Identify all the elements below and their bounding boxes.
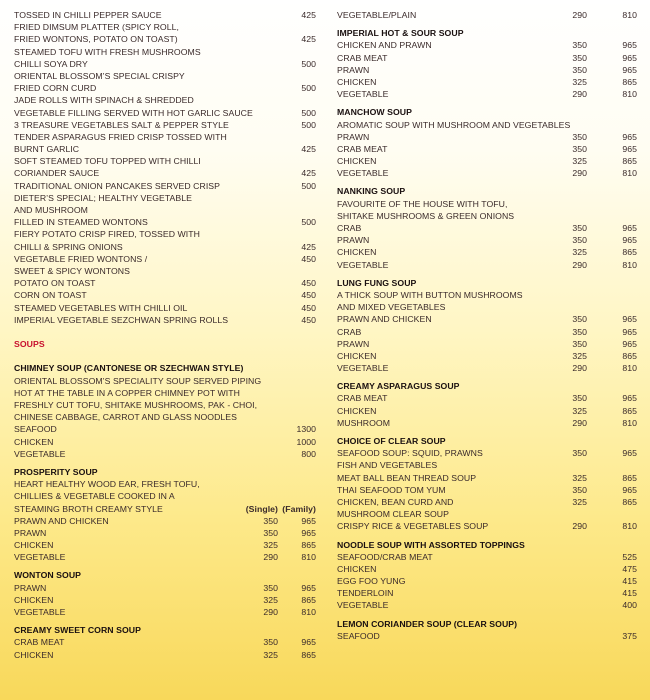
item-name: CRAB MEAT [337, 52, 388, 63]
price: 865 [622, 156, 637, 167]
item-name: PRAWN [14, 527, 47, 538]
price-single: 325 [572, 76, 587, 87]
menu-item-row [337, 289, 637, 301]
price-single: 290 [572, 10, 587, 20]
price: 425 [301, 168, 316, 179]
menu-item-row [14, 289, 316, 301]
menu-item-row [14, 119, 316, 131]
price: 965 [622, 393, 637, 404]
price: 965 [301, 637, 316, 648]
menu-item-row [14, 107, 316, 119]
menu-item-row [14, 167, 316, 179]
price-single: 350 [572, 235, 587, 246]
price-single: 350 [572, 52, 587, 63]
price-single: 290 [263, 552, 278, 563]
menu-item-row [14, 387, 316, 399]
menu-item-row [14, 448, 316, 460]
menu-heading [14, 362, 316, 374]
item-name: FISH AND VEGETABLES [337, 460, 438, 471]
menu-item-row [337, 313, 637, 325]
price: 375 [622, 630, 637, 641]
menu-item-row [14, 594, 316, 606]
price: 865 [622, 496, 637, 507]
item-name: CRISPY RICE & VEGETABLES SOUP [337, 521, 489, 532]
menu-item-row [14, 82, 316, 94]
price-single: 325 [572, 405, 587, 416]
item-name: SEAFOOD/CRAB MEAT [337, 551, 433, 562]
price-single: 350 [572, 393, 587, 404]
item-name: CRAB MEAT [14, 637, 65, 648]
menu-item-row [14, 192, 316, 204]
menu-item-row [14, 302, 316, 314]
item-name: CHILLIES & VEGETABLE COOKED IN A [14, 491, 175, 502]
price-single: 350 [263, 527, 278, 538]
item-name: PRAWN [337, 64, 370, 75]
family-label: (Family) [282, 503, 316, 514]
price-single: 325 [572, 156, 587, 167]
price-single: 290 [572, 168, 587, 179]
price-single: 290 [572, 417, 587, 428]
price: 810 [622, 259, 637, 270]
item-name: CHILLI SOYA DRY [14, 58, 88, 69]
price: 425 [301, 241, 316, 252]
menu-item-row [14, 515, 316, 527]
menu-item-row [14, 155, 316, 167]
item-name: CHICKEN [337, 405, 377, 416]
menu-item-row [14, 527, 316, 539]
price-single: 350 [572, 64, 587, 75]
menu-item-row [14, 204, 316, 216]
price: 1300 [296, 424, 316, 435]
menu-item-row [337, 459, 637, 471]
item-name: CHICKEN [337, 76, 377, 87]
price: 965 [622, 314, 637, 325]
price: 500 [301, 58, 316, 69]
price-single: 325 [263, 540, 278, 551]
price: 810 [622, 168, 637, 179]
price-single: 350 [572, 326, 587, 337]
item-name: MEAT BALL BEAN THREAD SOUP [337, 472, 477, 483]
price-single: 325 [572, 496, 587, 507]
menu-item-row [337, 210, 637, 222]
menu-heading [337, 106, 637, 118]
section-title [14, 338, 316, 350]
item-name: VEGETABLE [337, 600, 389, 611]
menu-item-row [14, 399, 316, 411]
price: 810 [301, 607, 316, 617]
price-single: 325 [263, 649, 278, 660]
price: 965 [622, 326, 637, 337]
price-single: 350 [572, 131, 587, 142]
item-name: VEGETABLE FRIED WONTONS / [14, 253, 148, 264]
price: 965 [622, 338, 637, 349]
price-single: 290 [572, 363, 587, 374]
item-name: IMPERIAL VEGETABLE SEZCHWAN SPRING ROLLS [14, 314, 229, 325]
menu-item-row [14, 423, 316, 435]
item-name: CHICKEN [14, 436, 54, 447]
menu-item-row [337, 447, 637, 459]
price: 865 [622, 405, 637, 416]
menu-item-row [337, 88, 637, 100]
price: 965 [301, 527, 316, 538]
price-single: 290 [263, 607, 278, 617]
menu-item-row [337, 417, 637, 429]
menu-item-row [14, 636, 316, 648]
menu-item-row [337, 551, 637, 563]
item-name: STEAMED VEGETABLES WITH CHILLI OIL [14, 302, 188, 313]
menu-item-row [337, 326, 637, 338]
item-name: CHICKEN [14, 594, 54, 605]
menu-item-row [14, 9, 316, 21]
item-name: VEGETABLE [14, 552, 66, 563]
price: 500 [301, 217, 316, 228]
menu-item-row [14, 539, 316, 551]
menu-item-row [14, 551, 316, 563]
menu-item-row [14, 478, 316, 490]
heading-text: PROSPERITY SOUP [14, 466, 98, 477]
item-name: SHITAKE MUSHROOMS & GREEN ONIONS [337, 210, 515, 221]
menu-item-row [337, 9, 637, 21]
price: 500 [301, 83, 316, 94]
menu-item-row [337, 167, 637, 179]
price: 475 [622, 563, 637, 574]
price: 965 [622, 235, 637, 246]
menu-heading [337, 435, 637, 447]
menu-item-row [337, 563, 637, 575]
price: 425 [301, 144, 316, 155]
item-name: FAVOURITE OF THE HOUSE WITH TOFU, [337, 198, 508, 209]
item-name: VEGETABLE [337, 363, 389, 374]
price: 865 [301, 594, 316, 605]
price: 965 [622, 448, 637, 459]
menu-item-row [337, 587, 637, 599]
item-name: CHINESE CABBAGE, CARROT AND GLASS NOODLES [14, 412, 237, 423]
price-single: 350 [263, 637, 278, 648]
menu-item-row [14, 94, 316, 106]
menu-item-row [14, 253, 316, 265]
heading-text: LUNG FUNG SOUP [337, 277, 417, 288]
spacer [14, 326, 316, 338]
price: 500 [301, 107, 316, 118]
menu-heading [337, 185, 637, 197]
menu-item-row [14, 582, 316, 594]
price-single: 350 [263, 582, 278, 593]
menu-item-row [14, 228, 316, 240]
menu-item-row [14, 143, 316, 155]
item-name: PRAWN [337, 131, 370, 142]
price: 965 [622, 131, 637, 142]
heading-text: MANCHOW SOUP [337, 107, 412, 118]
price: 450 [301, 290, 316, 301]
price: 400 [622, 600, 637, 611]
price: 500 [301, 180, 316, 191]
menu-item-row [337, 198, 637, 210]
spacer [14, 350, 316, 362]
item-name: THAI SEAFOOD TOM YUM [337, 484, 446, 495]
price: 965 [301, 515, 316, 526]
menu-item-row [337, 119, 637, 131]
price: 865 [622, 472, 637, 483]
item-name: PRAWN [337, 338, 370, 349]
heading-text: CREAMY ASPARAGUS SOUP [337, 381, 460, 392]
price-single: 350 [263, 515, 278, 526]
item-name: PRAWN [337, 235, 370, 246]
price: 810 [622, 417, 637, 428]
price: 865 [622, 76, 637, 87]
item-name: CORIANDER SAUCE [14, 168, 100, 179]
item-name: TRADITIONAL ONION PANCAKES SERVED CRISP [14, 180, 220, 191]
menu-item-row [337, 143, 637, 155]
item-name: CRAB MEAT [337, 143, 388, 154]
menu-item-row [337, 301, 637, 313]
item-name: HEART HEALTHY WOOD EAR, FRESH TOFU, [14, 479, 200, 490]
item-name: 3 TREASURE VEGETABLES SALT & PEPPER STYLE [14, 119, 229, 130]
price: 450 [301, 314, 316, 325]
menu-item-row [337, 131, 637, 143]
item-name: CRAB MEAT [337, 393, 388, 404]
item-name: SEAFOOD [14, 424, 57, 435]
heading-text: CHOICE OF CLEAR SOUP [337, 436, 446, 446]
menu-item-row [337, 222, 637, 234]
menu-item-row [14, 411, 316, 423]
item-name: STEAMED TOFU WITH FRESH MUSHROOMS [14, 46, 201, 57]
item-name: PRAWN AND CHICKEN [14, 515, 109, 526]
item-name: CHICKEN [337, 563, 377, 574]
item-name: CHICKEN [337, 350, 377, 361]
item-name: PRAWN AND CHICKEN [337, 314, 432, 325]
item-name: VEGETABLE FILLING SERVED WITH HOT GARLIC SAUCE [14, 107, 253, 118]
menu-item-row [337, 362, 637, 374]
menu-item-row [337, 234, 637, 246]
price: 810 [622, 10, 637, 20]
price-single: 325 [572, 247, 587, 258]
price-single: 325 [572, 472, 587, 483]
item-name: EGG FOO YUNG [337, 576, 406, 587]
item-name: BURNT GARLIC [14, 144, 80, 155]
item-name: CRAB [337, 326, 362, 337]
price: 965 [622, 64, 637, 75]
menu-heading [337, 539, 637, 551]
menu-item-row [14, 490, 316, 502]
item-name: VEGETABLE/PLAIN [337, 10, 417, 20]
single-label: (Single) [245, 503, 278, 514]
price: 500 [301, 119, 316, 130]
price: 965 [622, 40, 637, 51]
price-single: 350 [572, 484, 587, 495]
menu-item-row [337, 599, 637, 611]
item-name: SEAFOOD [337, 630, 380, 641]
price: 415 [622, 576, 637, 587]
menu-item-row [14, 241, 316, 253]
price: 810 [622, 89, 637, 100]
item-name: VEGETABLE [14, 448, 66, 459]
menu-heading [14, 569, 316, 581]
section-text: SOUPS [14, 339, 45, 350]
menu-heading [337, 27, 637, 39]
price: 965 [622, 52, 637, 63]
menu-heading [337, 380, 637, 392]
price-single: 350 [572, 314, 587, 325]
item-name: FIERY POTATO CRISP FIRED, TOSSED WITH [14, 229, 200, 240]
price: 865 [301, 540, 316, 551]
item-name: SEAFOOD SOUP: SQUID, PRAWNS [337, 448, 483, 459]
item-name: CHICKEN AND PRAWN [337, 40, 432, 51]
menu-item-row [14, 21, 316, 33]
price: 800 [301, 448, 316, 459]
heading-text: IMPERIAL HOT & SOUR SOUP [337, 28, 464, 39]
item-name: CHICKEN, BEAN CURD AND [337, 496, 454, 507]
price-single: 350 [572, 338, 587, 349]
price: 810 [622, 363, 637, 374]
menu-item-row [337, 259, 637, 271]
menu-item-row [337, 52, 637, 64]
menu-heading [14, 624, 316, 636]
menu-item-row [337, 350, 637, 362]
menu-item-row [337, 575, 637, 587]
menu-item-row [337, 630, 637, 642]
menu-item-row [14, 375, 316, 387]
menu-item-row [14, 33, 316, 45]
menu-item-row [14, 436, 316, 448]
item-name: FRIED DIMSUM PLATTER (SPICY ROLL, [14, 22, 179, 33]
menu-left-column [14, 9, 316, 661]
menu-item-row [337, 496, 637, 508]
menu-item-row [337, 155, 637, 167]
menu-item-row [14, 180, 316, 192]
menu-item-row [14, 265, 316, 277]
menu-item-row [337, 76, 637, 88]
price-single: 325 [263, 594, 278, 605]
item-name: VEGETABLE [337, 89, 389, 100]
item-name: SOFT STEAMED TOFU TOPPED WITH CHILLI [14, 156, 201, 167]
item-name: AND MUSHROOM [14, 205, 88, 215]
item-name: HOT AT THE TABLE IN A COPPER CHIMNEY POT WITH [14, 387, 240, 398]
menu-item-row [337, 405, 637, 417]
item-name: TOSSED IN CHILLI PEPPER SAUCE [14, 10, 162, 20]
item-name: ORIENTAL BLOSSOM’S SPECIALITY SOUP SERVED PIPING [14, 375, 262, 386]
item-name: VEGETABLE [337, 168, 389, 179]
item-name: FRESHLY CUT TOFU, SHITAKE MUSHROOMS, PAK - CHOI, [14, 400, 258, 410]
item-name: TENDERLOIN [337, 588, 394, 599]
menu-item-row [14, 314, 316, 326]
item-name: FRIED WONTONS, POTATO ON TOAST) [14, 34, 178, 45]
menu-item-row [337, 39, 637, 51]
item-name: CHICKEN [337, 247, 377, 258]
price-single: 350 [572, 143, 587, 154]
item-name: STEAMING BROTH CREAMY STYLE [14, 503, 163, 514]
price: 965 [622, 484, 637, 495]
menu-item-row [14, 216, 316, 228]
item-name: CHICKEN [14, 649, 54, 660]
price: 965 [622, 143, 637, 154]
price: 965 [622, 223, 637, 233]
menu-item-row [14, 70, 316, 82]
menu-item-row [14, 131, 316, 143]
menu-item-row [337, 246, 637, 258]
price: 865 [301, 649, 316, 660]
price: 425 [301, 34, 316, 45]
price: 865 [622, 350, 637, 361]
menu-item-row [14, 503, 316, 515]
menu-item-row [337, 472, 637, 484]
menu-heading [337, 618, 637, 630]
item-name: FRIED CORN CURD [14, 83, 97, 94]
menu-item-row [14, 58, 316, 70]
menu-heading [14, 466, 316, 478]
menu-item-row [14, 606, 316, 618]
price-single: 290 [572, 259, 587, 270]
price: 450 [301, 278, 316, 289]
heading-text: LEMON CORIANDER SOUP (CLEAR SOUP) [337, 618, 518, 629]
price: 1000 [296, 436, 316, 447]
price: 425 [301, 10, 316, 20]
item-name: VEGETABLE [337, 259, 389, 270]
price: 450 [301, 302, 316, 313]
item-name: MUSHROOM [337, 417, 391, 428]
price-single: 290 [572, 89, 587, 100]
item-name: AROMATIC SOUP WITH MUSHROOM AND VEGETABLES [337, 119, 571, 130]
item-name: A THICK SOUP WITH BUTTON MUSHROOMS [337, 289, 523, 300]
menu-item-row [337, 338, 637, 350]
heading-text: CHIMNEY SOUP (CANTONESE OR SZECHWAN STYLE) [14, 363, 244, 374]
item-name: POTATO ON TOAST [14, 278, 96, 289]
price: 415 [622, 588, 637, 599]
price-single: 290 [572, 521, 587, 532]
menu-item-row [337, 484, 637, 496]
item-name: SWEET & SPICY WONTONS [14, 265, 130, 276]
item-name: DIETER’S SPECIAL; HEALTHY VEGETABLE [14, 192, 192, 203]
heading-text: NANKING SOUP [337, 186, 406, 197]
menu-item-row [337, 392, 637, 404]
heading-text: CREAMY SWEET CORN SOUP [14, 625, 141, 636]
price-single: 350 [572, 448, 587, 459]
item-name: FILLED IN STEAMED WONTONS [14, 217, 148, 228]
item-name: MUSHROOM CLEAR SOUP [337, 509, 449, 520]
menu-item-row [14, 277, 316, 289]
price: 525 [622, 551, 637, 562]
item-name: VEGETABLE [14, 607, 66, 617]
menu-item-row [14, 46, 316, 58]
heading-text: NOODLE SOUP WITH ASSORTED TOPPINGS [337, 539, 525, 550]
item-name: CORN ON TOAST [14, 290, 87, 301]
item-name: JADE ROLLS WITH SPINACH & SHREDDED [14, 95, 194, 106]
menu-item-row [337, 64, 637, 76]
item-name: CHICKEN [337, 156, 377, 167]
price: 810 [622, 521, 637, 532]
price: 865 [622, 247, 637, 258]
menu-right-column [337, 9, 637, 642]
price-single: 350 [572, 40, 587, 51]
item-name: TENDER ASPARAGUS FRIED CRISP TOSSED WITH [14, 131, 227, 142]
price: 450 [301, 253, 316, 264]
item-name: AND MIXED VEGETABLES [337, 302, 446, 313]
price: 810 [301, 552, 316, 563]
price-single: 325 [572, 350, 587, 361]
heading-text: WONTON SOUP [14, 570, 81, 581]
item-name: ORIENTAL BLOSSOM’S SPECIAL CRISPY [14, 70, 185, 81]
menu-heading [337, 277, 637, 289]
item-name: CHILLI & SPRING ONIONS [14, 241, 123, 252]
price: 965 [301, 582, 316, 593]
menu-item-row [337, 520, 637, 532]
item-name: CHICKEN [14, 540, 54, 551]
menu-item-row [14, 649, 316, 661]
item-name: CRAB [337, 223, 362, 233]
price-single: 350 [572, 223, 587, 233]
item-name: PRAWN [14, 582, 47, 593]
menu-item-row [337, 508, 637, 520]
